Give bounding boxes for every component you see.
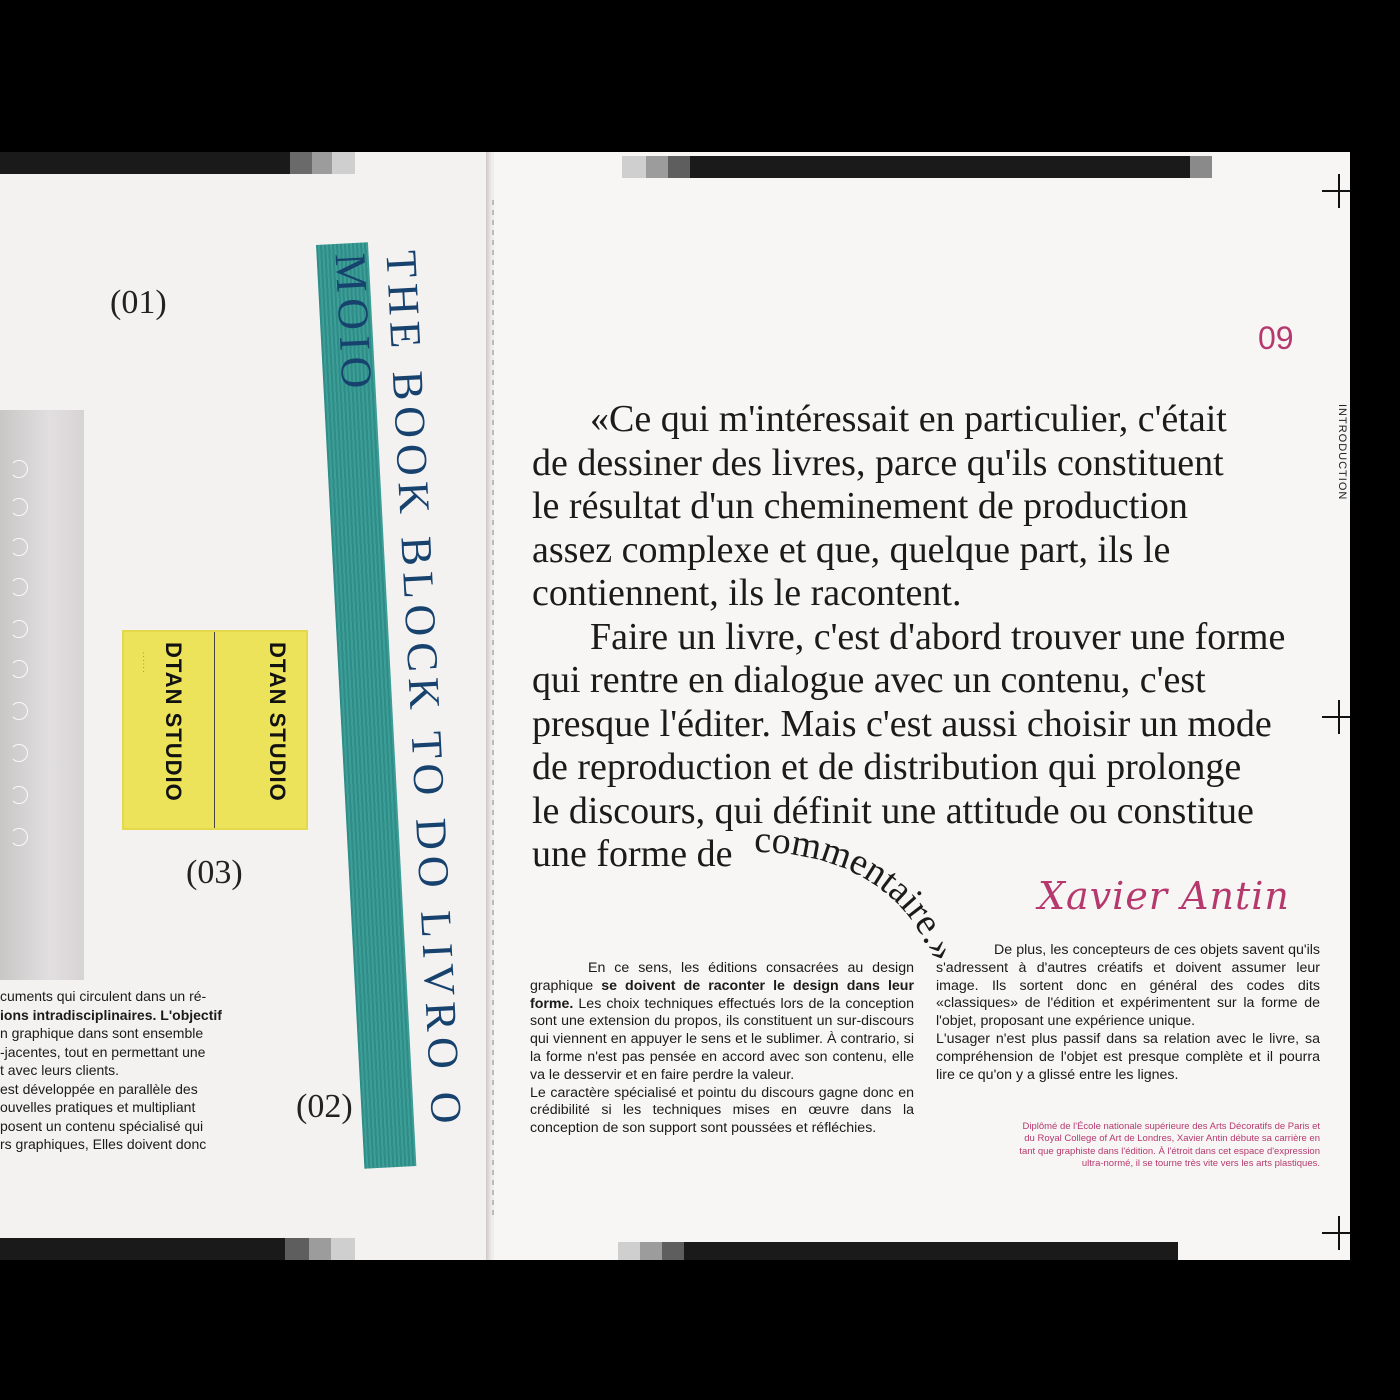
col1-rest: Les choix techniques effectués lors de la conception sont une extension du propos, ils constituent un sur-discours qui viennent en appuyer le sens et le sublimer. À contrario, si la forme n'est pas pensée en accord avec son contenu, elle va le desservir et en faire perdre la valeur. <box>530 995 914 1083</box>
ticket-brand-right: DTAN STUDIO <box>265 642 290 802</box>
body-column-1 <box>530 960 914 1138</box>
ticket-image <box>124 632 306 828</box>
author-bio: Diplômé de l'École nationale supérieure des Arts Décoratifs de Paris et du Royal College of Art de Londres, Xavier Antin débute sa carrière en tant que graphiste dans l'édition. À l'étroit dans cet espace d'expression ultra-normé, il se tourne très vite vers les arts plastiques. <box>1019 1121 1320 1170</box>
photo-01 <box>0 410 84 980</box>
caption-03: (03) <box>186 854 243 891</box>
quote-line: le discours, qui définit une attitude ou constitue <box>532 789 1254 832</box>
col2-para1: De plus, les concepteurs de ces objets savent qu'ils s'adressent à d'autres créatifs et doivent assumer leur image. Ils sortent donc en général des codes dits «classiques» de l'édition et expérimentent sur la forme de l'objet, proposant une expérience unique. <box>936 942 1320 1030</box>
top-color-bar <box>0 152 355 174</box>
left-line: ions intradisciplinaires. L'objectif <box>0 1006 222 1023</box>
quote-line: le résultat d'un cheminement de production <box>532 485 1188 527</box>
quote-line: de dessiner des livres, parce qu'ils constituent <box>532 441 1224 484</box>
left-line: rs graphiques, Elles doivent donc <box>0 1136 207 1152</box>
quote-line: Faire un livre, c'est d'abord trouver une forme <box>590 615 1286 658</box>
col1-para2: Le caractère spécialisé et pointu du discours gagne donc en crédibilité si les techniques mises en œuvre dans la conception de son support sont poussées et réfléchies. <box>530 1084 914 1137</box>
quote-line: qui rentre en dialogue avec un contenu, c'est <box>532 659 1206 701</box>
left-line: ouvelles pratiques et multipliant <box>0 1099 196 1115</box>
left-line: t avec leurs clients. <box>0 1062 120 1078</box>
ticket-brand-left: DTAN STUDIO <box>161 642 186 802</box>
col1-bold: se doivent de raconter le design dans leur forme. <box>530 977 914 1012</box>
bottom-color-bar <box>0 1238 355 1260</box>
ribbon-image <box>316 242 472 1168</box>
left-line: est développée en parallèle des <box>0 1080 198 1097</box>
col1-lead: En ce sens, les éditions consacrées au design graphique <box>530 960 914 994</box>
left-line: -jacentes, tout en permettant une <box>0 1043 206 1060</box>
registration-mark <box>1322 174 1350 208</box>
caption-02: (02) <box>296 1088 353 1125</box>
left-line: cuments qui circulent dans un ré- <box>0 988 207 1004</box>
left-line: posent un contenu spécialisé qui <box>0 1117 204 1134</box>
svg-text:commentaire.» <box>754 819 965 967</box>
pull-quote <box>532 398 1332 877</box>
ribbon-text: THE BOOK BLOCK TO DO LIVRO O MOIO <box>325 249 472 1131</box>
left-body-text <box>0 987 240 1154</box>
bottom-color-bar <box>618 1242 1178 1260</box>
quote-line: «Ce qui m'intéressait en particulier, c'était <box>590 398 1227 440</box>
left-page <box>0 152 492 1260</box>
quote-line: assez complexe et que, quelque part, ils le <box>532 528 1171 571</box>
caption-01: (01) <box>110 284 167 321</box>
left-line: n graphique dans sont ensemble <box>0 1025 204 1041</box>
right-page <box>494 152 1350 1260</box>
author-signature: Xavier Antin <box>1038 874 1290 918</box>
registration-mark <box>1322 700 1350 734</box>
page-number: 09 <box>1258 320 1294 356</box>
ticket-fine-left: · · · · · · <box>140 652 146 673</box>
registration-mark <box>1322 1216 1350 1250</box>
quote-line: presque l'éditer. Mais c'est aussi choisir un mode <box>532 702 1272 745</box>
quote-line: une forme de <box>532 833 733 875</box>
section-label: INTRODUCTION <box>1336 404 1348 501</box>
quote-line: de reproduction et de distribution qui prolonge <box>532 746 1242 788</box>
quote-line: contiennent, ils le racontent. <box>532 572 962 614</box>
top-color-bar <box>622 156 1212 178</box>
col2-para2: L'usager n'est plus passif dans sa relation avec le livre, sa compréhension de l'objet est presque complète et il pourra lire ce qu'on y a glissé entre les lignes. <box>936 1030 1320 1083</box>
quote-curve-text: commentaire.» <box>753 818 965 967</box>
body-column-2 <box>936 942 1320 1084</box>
